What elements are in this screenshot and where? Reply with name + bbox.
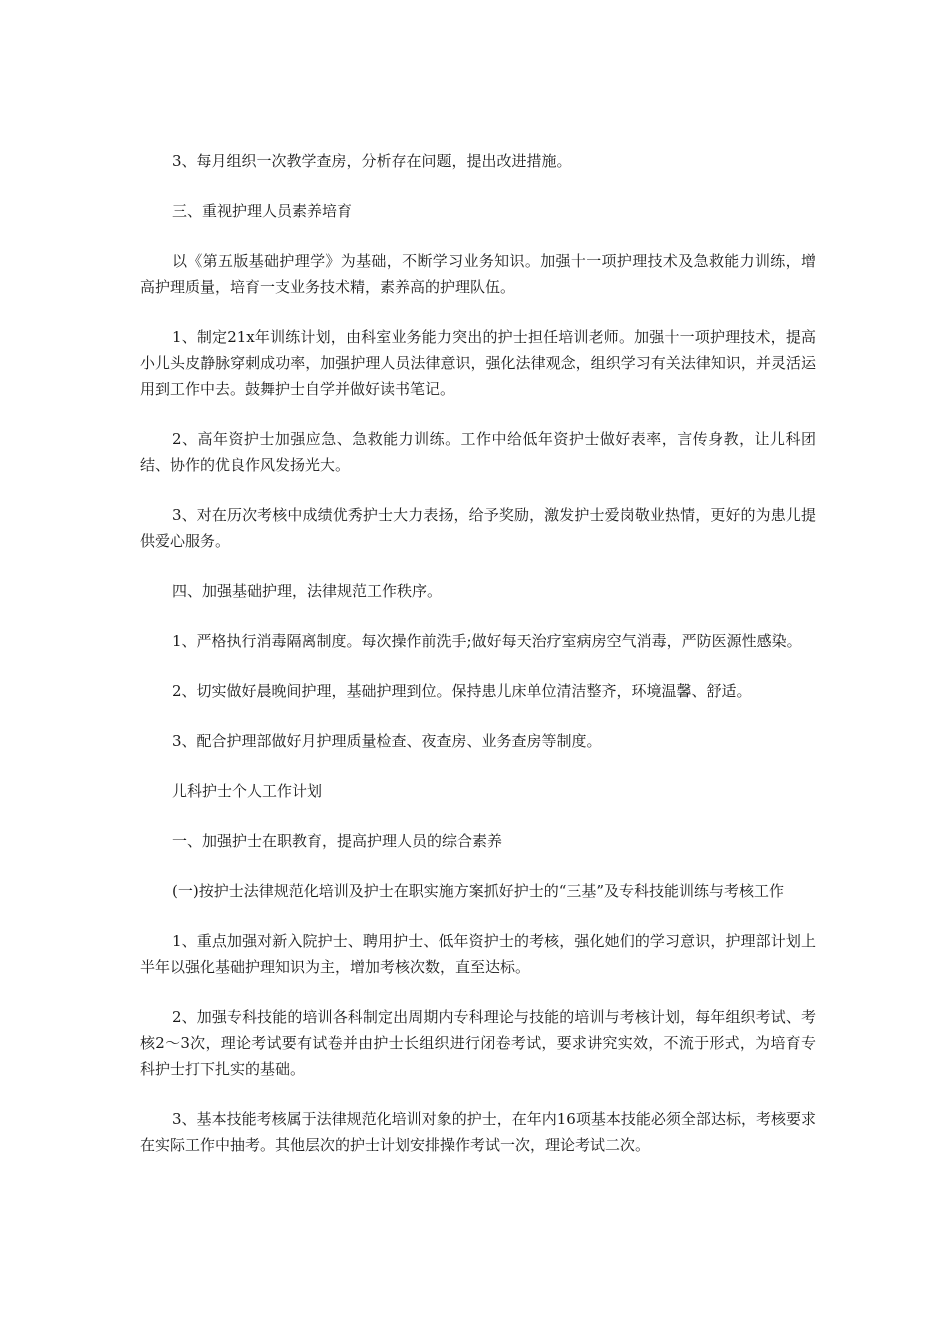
paragraph: 3、配合护理部做好月护理质量检查、夜查房、业务查房等制度。 (172, 732, 602, 750)
document-body (140, 148, 816, 1182)
section-heading: 一、加强护士在职教育，提高护理人员的综合素养 (172, 832, 503, 850)
paragraph: 1、重点加强对新入院护士、聘用护士、低年资护士的考核，强化她们的学习意识，护理部计划上半年以强化基础护理知识为主，增加考核次数，直至达标。 (140, 932, 816, 976)
paragraph: 2、加强专科技能的培训各科制定出周期内专科理论与技能的培训与考核计划，每年组织考试、考核2～3次，理论考试要有试卷并由护士长组织进行闭卷考试，要求讲究实效，不流于形式，为培育专科护士打下扎实的基础。 (140, 1008, 816, 1078)
paragraph: 2、切实做好晨晚间护理，基础护理到位。保持患儿床单位清洁整齐，环境温馨、舒适。 (172, 682, 752, 700)
paragraph: 3、对在历次考核中成绩优秀护士大力表扬，给予奖励，激发护士爱岗敬业热情，更好的为患儿提供爱心服务。 (140, 506, 816, 550)
document-title: 儿科护士个人工作计划 (172, 782, 323, 800)
section-heading: 三、重视护理人员素养培育 (172, 202, 353, 220)
paragraph: 3、每月组织一次教学查房，分析存在问题，提出改进措施。 (172, 152, 572, 170)
paragraph: 1、严格执行消毒隔离制度。每次操作前洗手;做好每天治疗室病房空气消毒，严防医源性感染。 (172, 632, 802, 650)
paragraph: 1、制定21x年训练计划，由科室业务能力突出的护士担任培训老师。加强十一项护理技术，提高小儿头皮静脉穿刺成功率，加强护理人员法律意识，强化法律观念，组织学习有关法律知识，并灵活运用到工作中去。鼓舞护士自学并做好读书笔记。 (140, 328, 816, 398)
paragraph: 3、基本技能考核属于法律规范化培训对象的护士，在年内16项基本技能必须全部达标，考核要求在实际工作中抽考。其他层次的护士计划安排操作考试一次，理论考试二次。 (140, 1110, 816, 1154)
subsection-heading: (一)按护士法律规范化培训及护士在职实施方案抓好护士的“三基”及专科技能训练与考核工作 (172, 882, 785, 900)
paragraph: 2、高年资护士加强应急、急救能力训练。工作中给低年资护士做好表率，言传身教，让儿科团结、协作的优良作风发扬光大。 (140, 430, 816, 474)
section-heading: 四、加强基础护理，法律规范工作秩序。 (172, 582, 443, 600)
paragraph: 以《第五版基础护理学》为基础，不断学习业务知识。加强十一项护理技术及急救能力训练，增高护理质量，培育一支业务技术精，素养高的护理队伍。 (140, 252, 816, 296)
